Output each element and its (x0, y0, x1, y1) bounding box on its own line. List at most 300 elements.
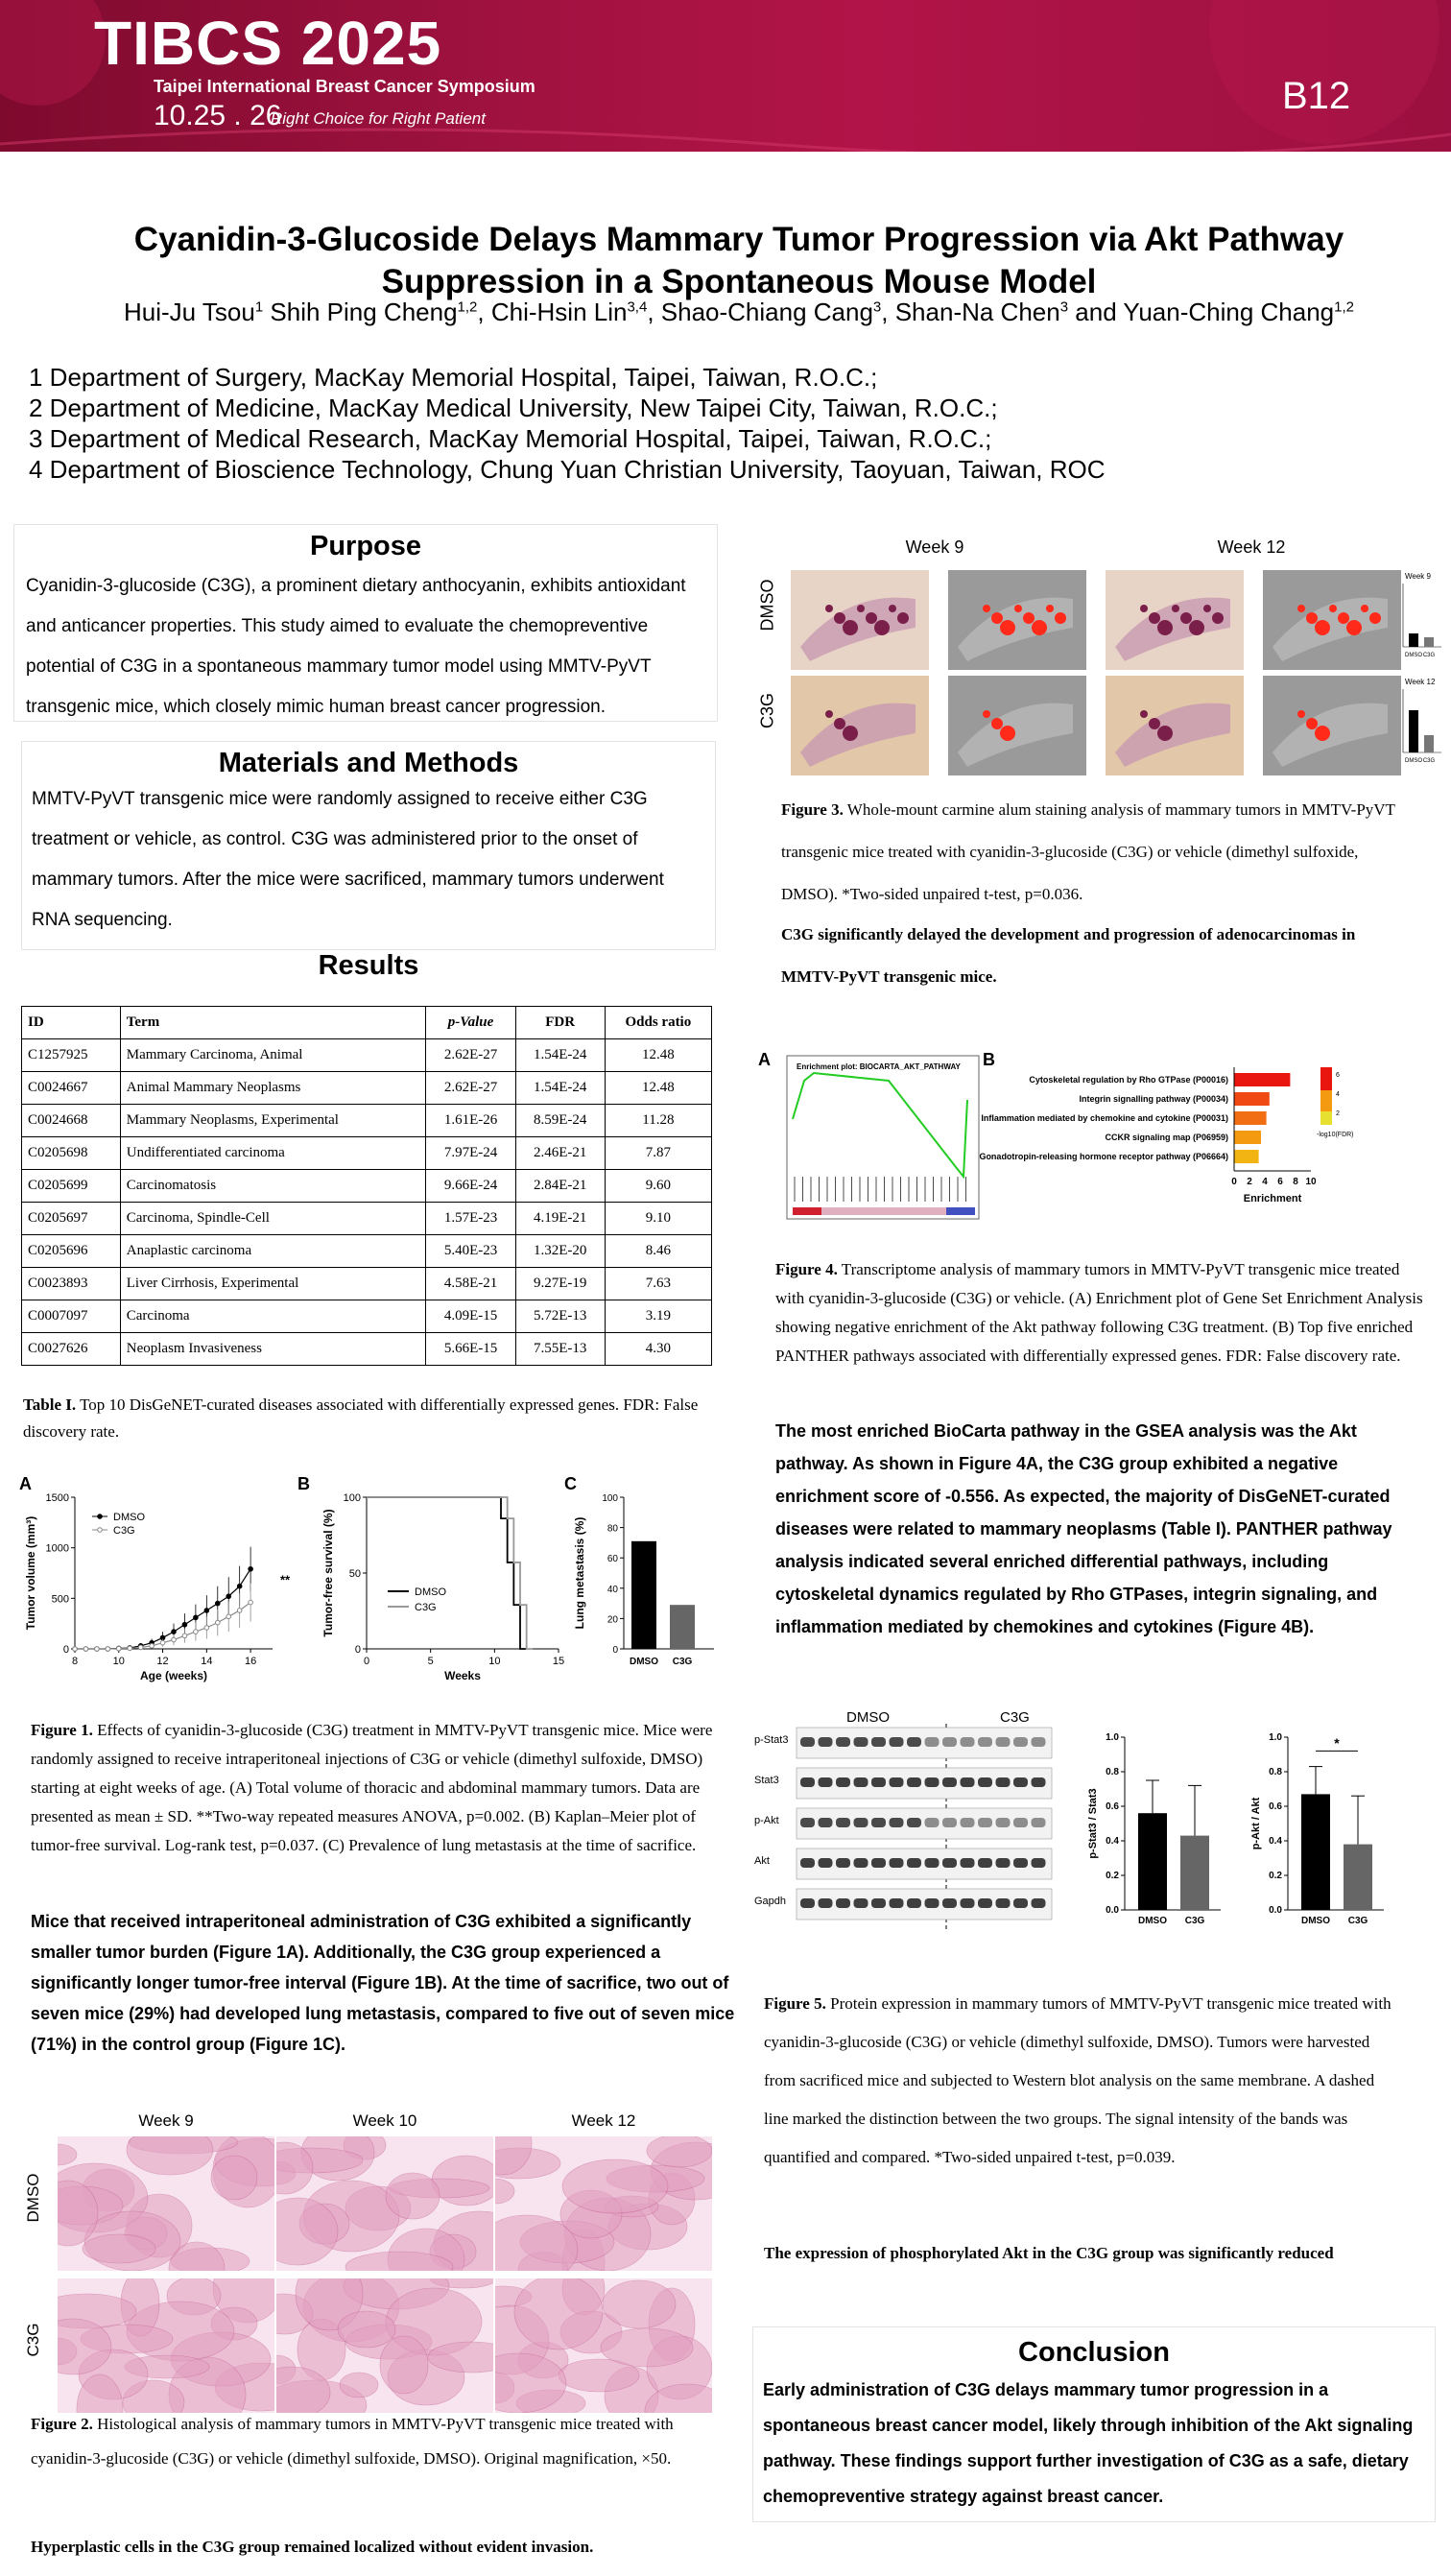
inset-bar-chart (1395, 676, 1443, 768)
blot-band (871, 1898, 886, 1908)
tumor-spot (1297, 710, 1305, 718)
blot-band (836, 1818, 850, 1827)
legend-label: DMSO (415, 1586, 446, 1598)
tumor-spot (1180, 612, 1192, 624)
group-label: DMSO (846, 1709, 890, 1726)
tumor-spot (1140, 710, 1148, 718)
x-tick-label: DMSO (630, 1657, 658, 1667)
y-tick-label: 0.4 (1269, 1836, 1282, 1847)
panel-label: A (19, 1476, 32, 1493)
tumor-spot (1149, 612, 1160, 624)
table-header-cell: p-Value (426, 1007, 515, 1039)
data-point (226, 1594, 231, 1599)
y-tick-label: 0.2 (1106, 1871, 1119, 1881)
y-tick-label: 50 (348, 1568, 361, 1580)
author-affiliation-mark: 3 (1059, 298, 1069, 316)
figure-5-summary: The expression of phosphorylated Akt in the C3G group was significantly reduced (764, 2244, 1334, 2262)
affiliation-line: 2 Department of Medicine, MacKay Medical University, New Taipei City, Taiwan, R.O.C.; (29, 394, 998, 422)
table-cell: 4.09E-15 (426, 1300, 515, 1333)
table-header-cell: Odds ratio (605, 1007, 711, 1039)
blot-band (978, 1777, 992, 1787)
y-tick-label: 60 (607, 1554, 618, 1565)
tissue-region (83, 2234, 155, 2263)
tissue-region (514, 2278, 603, 2349)
y-tick-label: 0 (62, 1644, 69, 1656)
blot-label: Stat3 (754, 1775, 779, 1786)
table-cell: 2.46E-21 (515, 1137, 605, 1170)
tumor-spot (1306, 718, 1318, 729)
table-cell: Carcinoma (120, 1300, 426, 1333)
y-tick-label: 20 (607, 1614, 618, 1626)
table-cell: 2.62E-27 (426, 1072, 515, 1105)
blot-band (854, 1737, 868, 1747)
tagline: Right Choice for Right Patient (271, 109, 486, 128)
tumor-spot (857, 605, 865, 612)
figure-2-caption: Figure 2. Histological analysis of mammary tumors in MMTV-PyVT transgenic mice treated with cyanidin-3-glucoside (C3G) or vehicle (dimethyl sulfoxide, DMSO). Original magnification, ×50. (31, 2415, 674, 2468)
colorbar-bottom (1320, 1111, 1332, 1125)
data-point (73, 1647, 78, 1652)
table-cell: 4.58E-21 (426, 1268, 515, 1300)
tumor-spot (991, 612, 1003, 624)
category-label: Integrin signalling pathway (P00034) (1079, 1094, 1228, 1104)
blot-band (871, 1818, 886, 1827)
tumor-spot (866, 612, 877, 624)
x-tick-label: 16 (244, 1656, 257, 1667)
blot-band (996, 1737, 1011, 1747)
colorbar-tick: 2 (1336, 1110, 1340, 1117)
blot-band (1032, 1818, 1046, 1827)
figure-5-panels (754, 1708, 1432, 1948)
tumor-spot (834, 612, 845, 624)
table-cell: Carcinoma, Spindle-Cell (120, 1203, 426, 1235)
blot-band (907, 1737, 921, 1747)
data-point (194, 1615, 199, 1620)
x-tick-label: DMSO (1301, 1916, 1330, 1926)
data-point (150, 1644, 155, 1649)
table-row (22, 1333, 712, 1366)
table-cell: 7.97E-24 (426, 1137, 515, 1170)
data-point (106, 1647, 110, 1652)
x-tick-label: DMSO (1405, 758, 1422, 764)
author-affiliation-mark: 3 (872, 298, 882, 316)
blot-band (996, 1858, 1011, 1868)
colorbar-top (1320, 1067, 1332, 1090)
x-axis-label: Enrichment (1243, 1193, 1302, 1205)
category-label: CCKR signaling map (P06959) (1105, 1133, 1228, 1142)
table-row (22, 1105, 712, 1137)
data-point (138, 1645, 143, 1650)
blot-band (819, 1818, 833, 1827)
blot-band (961, 1777, 975, 1787)
histology-image (276, 2278, 493, 2413)
x-tick-label: 14 (201, 1656, 213, 1667)
author-name: Shan-Na Chen (894, 298, 1060, 326)
blot-band (942, 1898, 957, 1908)
tumor-spot (1369, 612, 1381, 624)
y-axis-label: Tumor volume (mm³) (24, 1515, 37, 1631)
blot-band (890, 1898, 904, 1908)
blot-band (907, 1818, 921, 1827)
table-cell: Undifferentiated carcinoma (120, 1137, 426, 1170)
table-cell: 7.87 (605, 1137, 711, 1170)
methods-heading: Materials and Methods (218, 748, 519, 778)
blot-band (819, 1777, 833, 1787)
tumor-spot (1000, 620, 1015, 635)
y-tick-label: 80 (607, 1523, 618, 1535)
x-tick-label: 10 (1305, 1177, 1317, 1187)
table-cell: C0023893 (22, 1268, 121, 1300)
data-point (194, 1630, 199, 1634)
data-point (128, 1646, 132, 1651)
table-cell: 12.48 (605, 1072, 711, 1105)
column-label: Week 9 (138, 2111, 194, 2130)
table-cell: C0024667 (22, 1072, 121, 1105)
affiliation-line: 1 Department of Surgery, MacKay Memorial Hospital, Taipei, Taiwan, R.O.C.; (29, 363, 878, 392)
category-label: Inflammation mediated by chemokine and cytokine (P00031) (981, 1113, 1228, 1123)
tumor-spot (1315, 726, 1330, 741)
table-cell: Mammary Neoplasms, Experimental (120, 1105, 426, 1137)
table-row (22, 1203, 712, 1235)
blot-band (890, 1818, 904, 1827)
panel-label: B (983, 1050, 995, 1069)
legend-marker (98, 1515, 103, 1519)
tumor-overlay-image (1263, 676, 1401, 775)
tumor-spot (1212, 612, 1224, 624)
figure-1-caption: Figure 1. Effects of cyanidin-3-glucoside (C3G) treatment in MMTV-PyVT transgenic mice. Mice were randomly assigned to receive intraperitoneal injections of C3G or vehicle (dimethyl sulfoxide, DMSO) starting at eight weeks of age. (A) Total volume of thoracic and abdominal mammary tumors. Data are presented as mean ± SD. **Two-way repeated measures ANOVA, p=0.002. (B) Kaplan–Meier plot of tumor-free survival. Log-rank test, p=0.037. (C) Prevalence of lung metastasis at the time of sacrifice. (31, 1721, 713, 1854)
x-tick-label: C3G (1422, 758, 1436, 764)
y-tick-label: 0.2 (1269, 1871, 1282, 1881)
table-cell: 8.46 (605, 1235, 711, 1268)
y-tick-label: 100 (602, 1493, 618, 1504)
figure-1-summary: Mice that received intraperitoneal administration of C3G exhibited a significantly smaller tumor burden (Figure 1A). Additionally, the C3G group experienced a significantly longer tumor-free interval (Figure 1B). At the time of sacrifice, two out of seven mice (29%) had developed lung metastasis, compared to five out of seven mice (71%) in the control group (Figure 1C). (31, 1912, 735, 2054)
colorbar-tick: 6 (1336, 1072, 1340, 1079)
tumor-overlay-image (1263, 570, 1401, 670)
table-cell: 1.61E-26 (426, 1105, 515, 1137)
table-cell: C0007097 (22, 1300, 121, 1333)
blot-band (925, 1777, 940, 1787)
table-cell: 2.84E-21 (515, 1170, 605, 1203)
blot-band (890, 1858, 904, 1868)
tumor-spot (825, 710, 833, 718)
x-tick-label: 12 (156, 1656, 169, 1667)
bar (1234, 1150, 1259, 1163)
bar (1138, 1813, 1167, 1910)
blot-band (925, 1737, 940, 1747)
x-tick-label: DMSO (1138, 1916, 1167, 1926)
table-row (22, 1039, 712, 1072)
blot-band (996, 1898, 1011, 1908)
table-cell: Neoplasm Invasiveness (120, 1333, 426, 1366)
blot-label: p-Stat3 (754, 1734, 789, 1746)
y-axis-label: Lung metastasis (%) (573, 1516, 586, 1630)
author-list: Hui-Ju Tsou$^1$ Shih Ping Cheng$^{1,2}$, Chi-Hsin Lin$^{3,4}$, Shao-Chiang Cang$^3$, Shan-Na Chen$^3$ and Yuan-Ching Chang$^{1,2}$ (124, 298, 1354, 326)
table-cell: C0205697 (22, 1203, 121, 1235)
y-axis-label: Tumor-free survival (%) (321, 1509, 335, 1637)
x-axis-label: Weeks (444, 1669, 481, 1682)
table-cell: 4.19E-21 (515, 1203, 605, 1235)
blot-band (871, 1737, 886, 1747)
table-cell: 3.19 (605, 1300, 711, 1333)
gsea-title: Enrichment plot: BIOCARTA_AKT_PATHWAY (797, 1062, 961, 1071)
blot-band (925, 1858, 940, 1868)
column-label: Week 12 (1217, 537, 1286, 557)
y-tick-label: 0.0 (1269, 1905, 1282, 1916)
panel-label: C (564, 1476, 577, 1493)
blot-band (942, 1777, 957, 1787)
blot-band (854, 1777, 868, 1787)
blot-band (836, 1737, 850, 1747)
data-point (182, 1634, 187, 1638)
x-tick-label: 8 (71, 1656, 79, 1667)
table-caption: Table I. Top 10 DisGeNET-curated diseases associated with differentially expressed genes. FDR: False discovery rate. (23, 1395, 699, 1441)
y-tick-label: 0.6 (1269, 1801, 1282, 1812)
colorbar-label: -log10(FDR) (1317, 1132, 1354, 1138)
blot-band (907, 1858, 921, 1868)
panel-label: A (758, 1050, 771, 1069)
tumor-spot (1157, 620, 1173, 635)
carmine-stain-image (1106, 676, 1244, 775)
tumor-spot (1189, 620, 1204, 635)
blot-band (996, 1818, 1011, 1827)
blot-band (942, 1818, 957, 1827)
data-point (226, 1614, 231, 1619)
bar (1409, 633, 1418, 647)
data-point (83, 1647, 88, 1652)
x-tick-label: C3G (1347, 1916, 1368, 1926)
panel-label: B (297, 1476, 310, 1493)
table-row (22, 1235, 712, 1268)
author-affiliation-mark: 1,2 (1334, 298, 1354, 316)
table-cell: 5.40E-23 (426, 1235, 515, 1268)
blot-band (819, 1737, 833, 1747)
data-point (215, 1601, 220, 1606)
table-cell: 9.10 (605, 1203, 711, 1235)
x-tick-label: C3G (1184, 1916, 1205, 1926)
table-cell: Animal Mammary Neoplasms (120, 1072, 426, 1105)
figure-1-charts (13, 1476, 724, 1702)
tumor-spot (1140, 605, 1148, 612)
tumor-spot (1203, 605, 1211, 612)
tumor-spot (1361, 605, 1368, 612)
colorbar-tick: 4 (1336, 1091, 1340, 1098)
data-point (249, 1600, 253, 1605)
methods-box (21, 741, 716, 950)
blot-band (871, 1858, 886, 1868)
blot-band (961, 1898, 975, 1908)
tumor-spot (1032, 620, 1047, 635)
y-tick-label: 0.6 (1106, 1801, 1119, 1812)
x-tick-label: 10 (488, 1656, 501, 1667)
x-tick-label: 0 (363, 1656, 370, 1667)
legend-label: DMSO (113, 1512, 145, 1523)
table-cell: Carcinomatosis (120, 1170, 426, 1203)
y-tick-label: 0 (354, 1644, 361, 1656)
bar (1234, 1131, 1261, 1144)
figure-3-summary: C3G significantly delayed the development and progression of adenocarcinomas in MMTV-PyVT transgenic mice. (781, 925, 1356, 986)
blot-band (925, 1898, 940, 1908)
significance-mark: ** (280, 1572, 291, 1587)
y-tick-label: 0.8 (1106, 1767, 1119, 1777)
blot-band (819, 1858, 833, 1868)
blot-band (819, 1898, 833, 1908)
tissue-region (562, 2159, 668, 2213)
tumor-spot (834, 718, 845, 729)
bar (1344, 1845, 1372, 1910)
blot-band (961, 1858, 975, 1868)
y-tick-label: 1.0 (1269, 1732, 1282, 1743)
table-cell: C0205698 (22, 1137, 121, 1170)
blot-band (854, 1858, 868, 1868)
y-tick-label: 1500 (45, 1492, 69, 1504)
blot-band (907, 1777, 921, 1787)
blot-band (1032, 1898, 1046, 1908)
bar (1234, 1092, 1270, 1106)
y-tick-label: 100 (343, 1492, 361, 1504)
table-cell: 7.55E-13 (515, 1333, 605, 1366)
data-point (215, 1620, 220, 1625)
table-cell: C0205699 (22, 1170, 121, 1203)
table-cell: C0027626 (22, 1333, 121, 1366)
inset-title: Week 12 (1405, 678, 1436, 686)
data-point (160, 1640, 165, 1645)
data-point (249, 1566, 253, 1571)
purpose-heading: Purpose (309, 531, 422, 561)
bar (1301, 1794, 1330, 1910)
purpose-box (13, 524, 718, 722)
row-label: DMSO (757, 579, 777, 632)
blot-band (1013, 1898, 1028, 1908)
row-label: DMSO (24, 2173, 42, 2223)
figure-4-caption: Figure 4. Transcriptome analysis of mammary tumors in MMTV-PyVT transgenic mice treated with cyanidin-3-glucoside (C3G) or vehicle. (A) Enrichment plot of Gene Set Enrichment Analysis showing negative enrichment of the Akt pathway following C3G treatment. (B) Top five enriched PANTHER pathways associated with differentially expressed genes. FDR: False discovery rate. (775, 1260, 1423, 1365)
table-cell: 1.32E-20 (515, 1235, 605, 1268)
purpose-text: Cyanidin-3-glucoside (C3G), a prominent dietary anthocyanin, exhibits antioxidant and anticancer properties. This study aimed to evaluate the chemopreventive potential of C3G in a spontaneous mammary tumor model using MMTV-PyVT transgenic mice, which closely mimic human breast cancer progression. (26, 576, 686, 717)
blot-band (854, 1898, 868, 1908)
blot-band (942, 1858, 957, 1868)
table-cell: 7.63 (605, 1268, 711, 1300)
bar (631, 1541, 656, 1649)
table-cell: 11.28 (605, 1105, 711, 1137)
table-header-cell: ID (22, 1007, 121, 1039)
figure-5-caption: Figure 5. Protein expression in mammary tumors of MMTV-PyVT transgenic mice treated with cyanidin-3-glucoside (C3G) or vehicle (dimethyl sulfoxide, DMSO). Tumors were harvested from sacrificed mice and subjected to Western blot analysis on the same membrane. A dashed line marked the distinction between the two groups. The signal intensity of the bands was quantified and compared. *Two-sided unpaired t-test, p=0.039. (764, 1994, 1392, 2166)
author-affiliation-mark: 1 (254, 298, 264, 316)
blot-label: p-Akt (754, 1815, 779, 1826)
blot-band (836, 1898, 850, 1908)
tissue-region (211, 2156, 257, 2200)
blot-band (1013, 1818, 1028, 1827)
methods-text: MMTV-PyVT transgenic mice were randomly assigned to receive either C3G treatment or vehicle, as control. C3G was administered prior to the onset of mammary tumors. After the mice were sacrificed, mammary tumors underwent RNA sequencing. (32, 789, 664, 930)
column-label: Week 9 (905, 537, 964, 557)
data-point (116, 1646, 121, 1651)
tumor-spot (1172, 605, 1179, 612)
histology-image (58, 2136, 274, 2271)
blot-band (907, 1898, 921, 1908)
blot-band (800, 1818, 815, 1827)
affiliation-line: 4 Department of Bioscience Technology, Chung Yuan Christian University, Taoyuan, Taiwan, ROC (29, 455, 1106, 484)
table-cell: Liver Cirrhosis, Experimental (120, 1268, 426, 1300)
table-row (22, 1170, 712, 1203)
disease-table (21, 1006, 712, 1366)
table-cell: 9.66E-24 (426, 1170, 515, 1203)
bar (1409, 710, 1418, 752)
y-axis-label: p-Akt / Akt (1250, 1797, 1262, 1850)
blot-band (978, 1898, 992, 1908)
x-tick-label: C3G (1422, 653, 1436, 658)
figure-3-caption: Figure 3. Whole-mount carmine alum staining analysis of mammary tumors in MMTV-PyVT transgenic mice treated with cyanidin-3-glucoside (C3G) or vehicle (dimethyl sulfoxide, DMSO). *Two-sided unpaired t-test, p=0.036. (781, 800, 1395, 903)
x-tick-label: 10 (112, 1656, 125, 1667)
tumor-spot (983, 605, 990, 612)
x-tick-label: 15 (552, 1656, 565, 1667)
table-row (22, 1268, 712, 1300)
blot-band (996, 1777, 1011, 1787)
y-tick-label: 1.0 (1106, 1732, 1119, 1743)
y-tick-label: 0.4 (1106, 1836, 1119, 1847)
author-affiliation-mark: 3,4 (627, 298, 648, 316)
tissue-region (340, 2373, 378, 2397)
tissue-region (338, 2311, 395, 2348)
significance-mark: * (1334, 1734, 1340, 1751)
table-cell: 1.54E-24 (515, 1039, 605, 1072)
tissue-region (647, 2136, 712, 2167)
table-row (22, 1137, 712, 1170)
blot-band (978, 1818, 992, 1827)
blot-band (942, 1737, 957, 1747)
y-tick-label: 0.8 (1269, 1767, 1282, 1777)
tumor-spot (1297, 605, 1305, 612)
histology-image (495, 2136, 712, 2271)
x-tick-label: DMSO (1405, 653, 1422, 658)
blot-band (890, 1777, 904, 1787)
column-label: Week 12 (571, 2111, 636, 2130)
histology-image (58, 2278, 274, 2413)
table-cell: 9.27E-19 (515, 1268, 605, 1300)
blot-band (836, 1858, 850, 1868)
tumor-spot (1157, 726, 1173, 741)
tumor-spot (874, 620, 890, 635)
affiliation-line: 3 Department of Medical Research, MacKay Memorial Hospital, Taipei, Taiwan, R.O.C.; (29, 424, 992, 453)
y-tick-label: 40 (607, 1584, 618, 1595)
data-point (172, 1637, 177, 1642)
carmine-stain-image (791, 570, 929, 670)
x-tick-label: 6 (1277, 1177, 1283, 1187)
legend-label: C3G (415, 1602, 437, 1613)
blot-band (978, 1737, 992, 1747)
bar (1424, 637, 1434, 647)
blot-band (1032, 1777, 1046, 1787)
inset-bar-chart (1395, 570, 1443, 662)
tumor-spot (843, 620, 858, 635)
category-label: Cytoskeletal regulation by Rho GTPase (P00016) (1029, 1075, 1228, 1085)
blot-band (800, 1858, 815, 1868)
table-cell: 2.62E-27 (426, 1039, 515, 1072)
tumor-spot (1329, 605, 1337, 612)
blot-band (961, 1737, 975, 1747)
conclusion-box (752, 2326, 1436, 2522)
symposium-name: Taipei International Breast Cancer Symposium (154, 77, 535, 96)
bar (1234, 1073, 1290, 1086)
symposium-dates: 10.25 . 26 (154, 100, 282, 131)
author-name: Yuan-Ching Chang (1123, 298, 1335, 326)
figure-2-summary: Hyperplastic cells in the C3G group remained localized without evident invasion. (31, 2538, 594, 2556)
blot-band (800, 1737, 815, 1747)
data-point (172, 1630, 177, 1634)
rank-gradient-pos (793, 1207, 821, 1215)
y-tick-label: 500 (51, 1593, 69, 1606)
table-cell: 5.66E-15 (426, 1333, 515, 1366)
tumor-spot (1306, 612, 1318, 624)
tumor-spot (1055, 612, 1066, 624)
conclusion-text: Early administration of C3G delays mammary tumor progression in a spontaneous breast cancer model, likely through inhibition of the Akt signaling pathway. These findings support further investigation of C3G as a safe, dietary chemopreventive strategy against breast cancer. (763, 2380, 1414, 2506)
header-banner (0, 0, 1451, 152)
